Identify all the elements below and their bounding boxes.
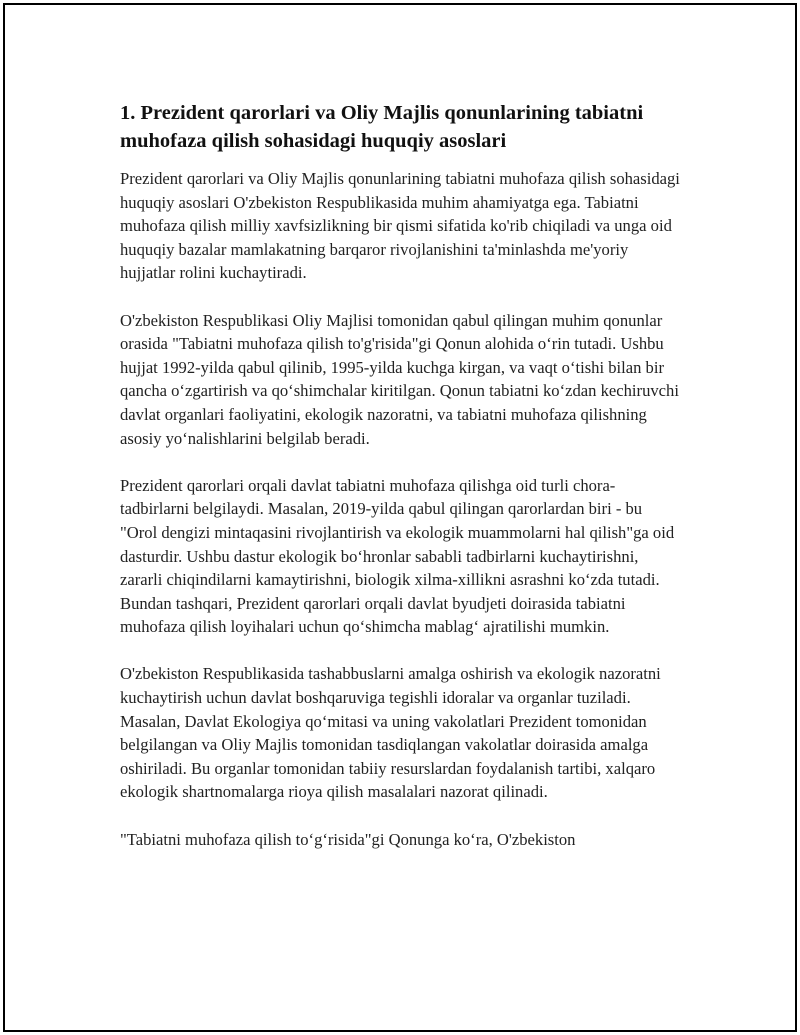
document-body xyxy=(120,99,680,875)
paragraph-3: Prezident qarorlari orqali davlat tabiatni muhofaza qilishga oid turli chora-tadbirlarni belgilaydi. Masalan, 2019-yilda qabul qilingan qarorlardan biri - bu "Orol dengizi mintaqasini rivojlantirish va ekologik muammolarni hal qilish"ga oid dasturdir. Ushbu dastur ekologik bo‘hronlar sababli tadbirlarni kuchaytirishni, zararli chiqindilarni kamaytirishni, biologik xilma-xillikni asrashni ko‘zda tutadi. Bundan tashqari, Prezident qarorlari orqali davlat byudjeti doirasida tabiatni muhofaza qilish loyihalari uchun qo‘shimcha mablag‘ ajratilishi mumkin. xyxy=(120,475,675,637)
paragraph-5: "Tabiatni muhofaza qilish to‘g‘risida"gi Qonunga ko‘ra, O'zbekiston xyxy=(120,829,576,849)
page-frame xyxy=(3,3,797,1032)
paragraph-2: O'zbekiston Respublikasi Oliy Majlisi tomonidan qabul qilingan muhim qonunlar orasida "Tabiatni muhofaza qilish to'g'risida"gi Qonun alohida o‘rin tutadi. Ushbu hujjat 1992-yilda qabul qilinib, 1995-yilda kuchga kirgan, va vaqt o‘tishi bilan bir qancha o‘zgartirish va qo‘shimchalar kiritilgan. Qonun tabiatni ko‘zdan kechiruvchi davlat organlari faoliyatini, ekologik nazoratni, va tabiatni muhofaza qilishning asosiy yo‘nalishlarini belgilab beradi. xyxy=(120,310,679,448)
paragraph-1: Prezident qarorlari va Oliy Majlis qonunlarining tabiatni muhofaza qilish sohasidagi huquqiy asoslari O'zbekiston Respublikasida muhim ahamiyatga ega. Tabiatni muhofaza qilish milliy xavfsizlikning bir qismi sifatida ko'rib chiqiladi va unga oid huquqiy bazalar mamlakatning barqaror rivojlanishini ta'minlashda me'yoriy hujjatlar rolini kuchaytiradi. xyxy=(120,169,680,283)
section-heading: 1. Prezident qarorlari va Oliy Majlis qonunlarining tabiatni muhofaza qilish sohasidagi huquqiy asoslari xyxy=(120,102,644,152)
paragraph-4: O'zbekiston Respublikasida tashabbuslarni amalga oshirish va ekologik nazoratni kuchaytirish uchun davlat boshqaruviga tegishli idoralar va organlar tuziladi. Masalan, Davlat Ekologiya qo‘mitasi va uning vakolatlari Prezident tomonidan belgilangan va Oliy Majlis tomonidan tasdiqlangan vakolatlar doirasida amalga oshiriladi. Bu organlar tomonidan tabiiy resurslardan foydalanish tartibi, xalqaro ekologik shartnomalarga rioya qilish masalalari nazorat qilinadi. xyxy=(120,664,661,802)
